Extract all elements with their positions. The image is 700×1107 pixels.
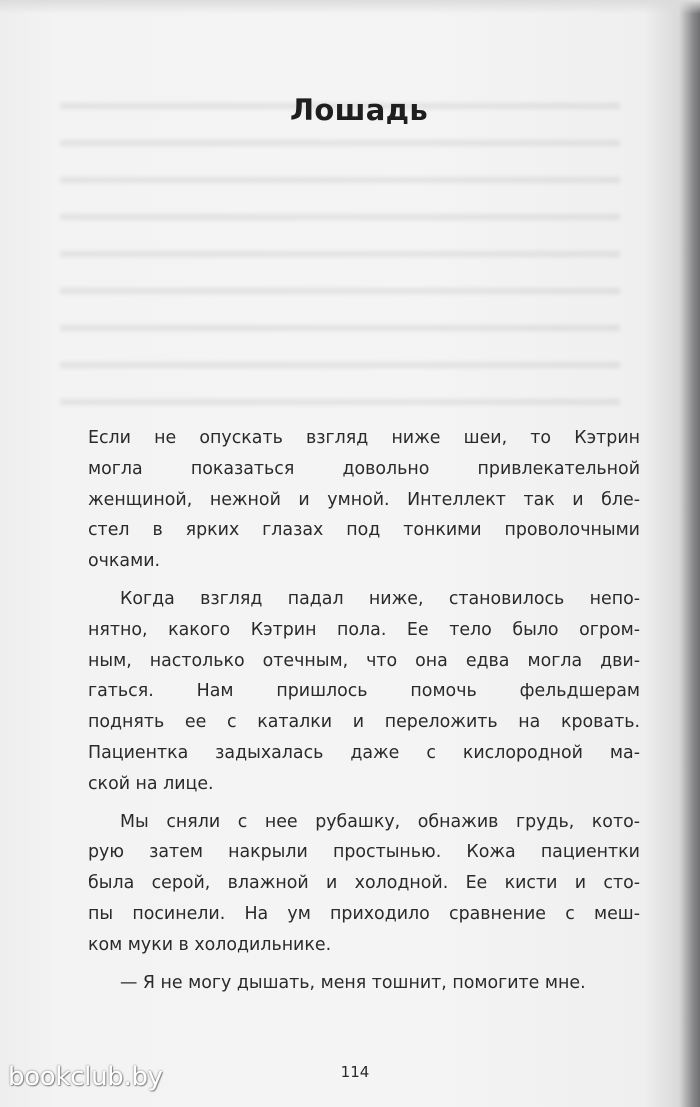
paragraph bbox=[88, 968, 640, 999]
text-line: ской на лице. bbox=[88, 773, 214, 794]
text-line: Когда взгляд падал ниже, становилось непо- bbox=[120, 588, 640, 609]
paragraph bbox=[88, 584, 640, 800]
text-line: Мы сняли с нее рубашку, обнажив грудь, кото- bbox=[120, 811, 640, 832]
paragraph bbox=[88, 807, 640, 961]
text-line: пы посинели. На ум приходило сравнение с меш- bbox=[88, 903, 640, 924]
bleed-through-text bbox=[60, 85, 620, 415]
page-top-shadow bbox=[0, 0, 700, 14]
page-number: 114 bbox=[340, 1063, 370, 1081]
text-line: была серой, влажной и холодной. Ее кисти и сто- bbox=[88, 873, 640, 894]
chapter-title: Лошадь bbox=[290, 93, 428, 127]
text-line: — Я не могу дышать, меня тошнит, помогите мне. bbox=[120, 972, 586, 993]
text-line: могла показаться довольно привлекательной bbox=[88, 458, 640, 479]
text-line: рую затем накрыли простынью. Кожа пациентки bbox=[88, 842, 640, 863]
text-line: очками. bbox=[88, 551, 161, 572]
chapter-body bbox=[88, 423, 640, 1005]
site-watermark: bookclub.by bbox=[8, 1062, 163, 1092]
text-line: ком муки в холодильнике. bbox=[88, 934, 332, 955]
text-line: нятно, какого Кэтрин пола. Ее тело было огром- bbox=[88, 619, 640, 640]
text-line: стел в ярких глазах под тонкими проволочными bbox=[88, 520, 640, 541]
paragraph bbox=[88, 423, 640, 577]
text-line: гаться. Нам пришлось помочь фельдшерам bbox=[88, 681, 640, 702]
text-line: женщиной, нежной и умной. Интеллект так и бле- bbox=[88, 489, 640, 510]
text-line: поднять ее с каталки и переложить на кровать. bbox=[88, 712, 640, 733]
text-line: Пациентка задыхалась даже с кислородной ма- bbox=[88, 742, 640, 763]
text-line: ным, настолько отечным, что она едва могла дви- bbox=[88, 650, 640, 671]
text-line: Если не опускать взгляд ниже шеи, то Кэтрин bbox=[88, 428, 640, 448]
